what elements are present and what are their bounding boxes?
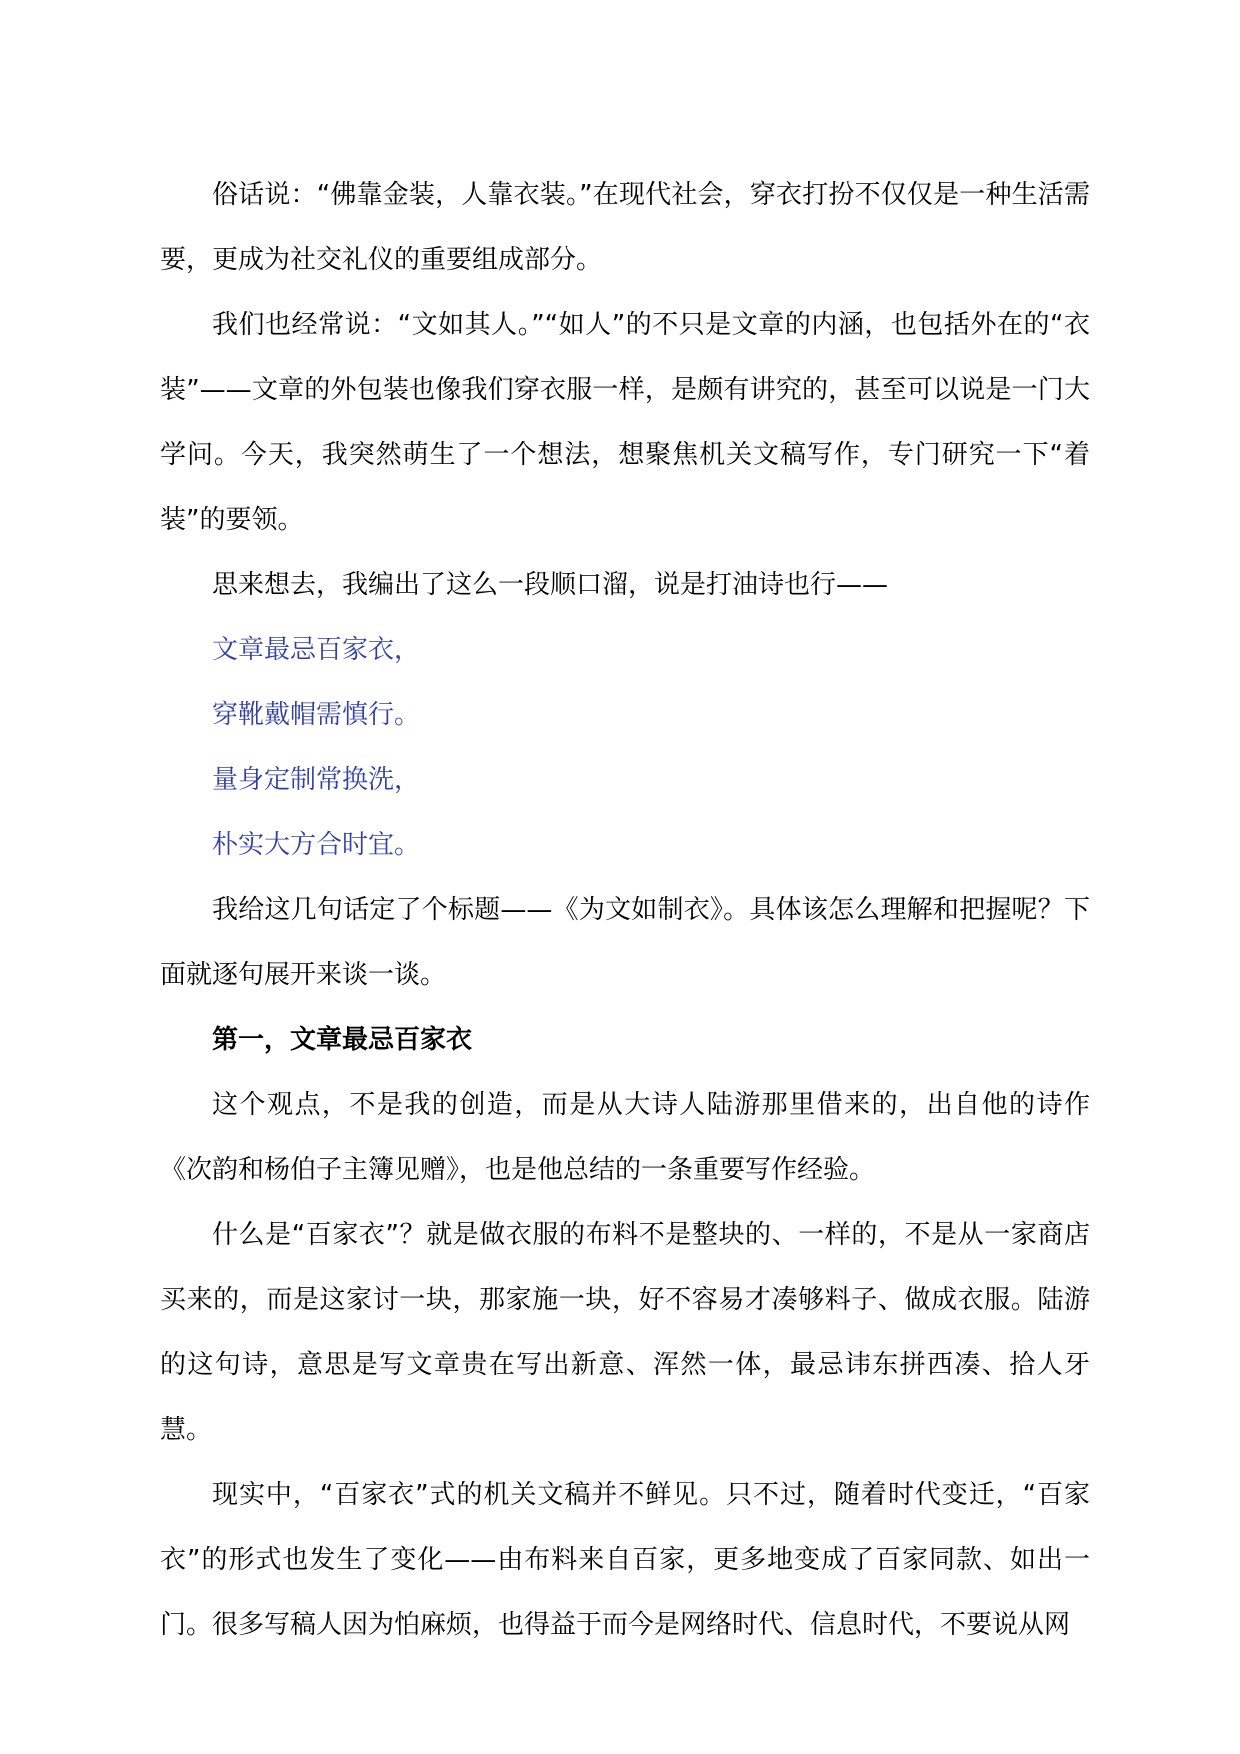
paragraph-section-3: 现实中，“百家衣”式的机关文稿并不鲜见。只不过，随着时代变迁，“百家衣”的形式也发生了变化——由布料来自百家，更多地变成了百家同款、如出一门。很多写稿人因为怕麻烦，也得益于而今是网络时代、信息时代，不要说从网 — [160, 1480, 1090, 1640]
paragraph-section-2: 什么是“百家衣”？就是做衣服的布料不是整块的、一样的，不是从一家商店买来的，而是这家讨一块，那家施一块，好不容易才凑够料子、做成衣服。陆游的这句诗，意思是写文章贵在写出新意、浑然一体，最忌讳东拼西凑、拾人牙慧。 — [160, 1220, 1090, 1445]
paragraph-intro-2: 我们也经常说：“文如其人。”“如人”的不只是文章的内涵，也包括外在的“衣装”——文章的外包装也像我们穿衣服一样，是颇有讲究的，甚至可以说是一门大学问。今天，我突然萌生了一个想法，想聚焦机关文稿写作，专门研究一下“着装”的要领。 — [160, 310, 1090, 535]
verse-line-3: 量身定制常换洗， — [212, 765, 421, 795]
document-page — [160, 163, 1090, 1658]
paragraph-intro-1: 俗话说：“佛靠金装，人靠衣装。”在现代社会，穿衣打扮不仅仅是一种生活需要，更成为社交礼仪的重要组成部分。 — [160, 180, 1090, 275]
paragraph-section-1: 这个观点，不是我的创造，而是从大诗人陆游那里借来的，出自他的诗作《次韵和杨伯子主簿见赠》，也是他总结的一条重要写作经验。 — [160, 1090, 1090, 1185]
verse-line-2: 穿靴戴帽需慎行。 — [212, 700, 421, 730]
verse-line-4: 朴实大方合时宜。 — [212, 830, 421, 860]
verse-line-1: 文章最忌百家衣， — [212, 635, 421, 665]
paragraph-after-verse: 我给这几句话定了个标题——《为文如制衣》。具体该怎么理解和把握呢？下面就逐句展开来谈一谈。 — [160, 895, 1090, 990]
paragraph-intro-3: 思来想去，我编出了这么一段顺口溜，说是打油诗也行—— — [212, 570, 889, 600]
section-heading: 第一，文章最忌百家衣 — [212, 1025, 473, 1055]
